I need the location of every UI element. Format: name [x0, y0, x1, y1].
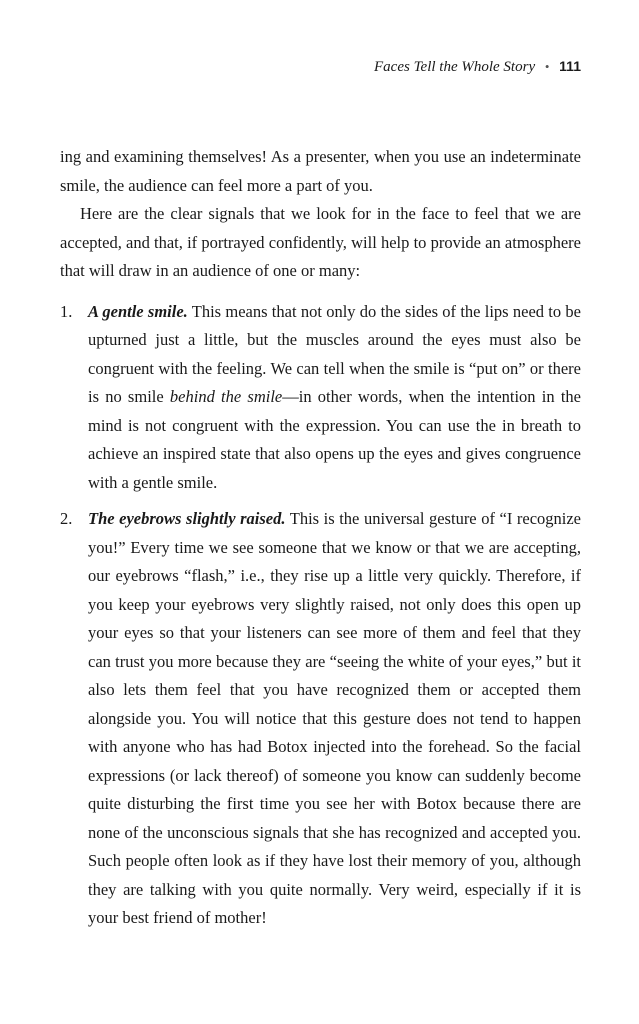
running-head-bullet: •	[544, 59, 550, 74]
running-head-title: Faces Tell the Whole Story	[374, 59, 536, 75]
list-item-number: 1.	[60, 301, 73, 321]
paragraph-continuation: ing and examining themselves! As a presenter, when you use an indeterminate smile, the audience can feel more a part of you.	[60, 147, 581, 195]
list-item-text: This is the universal gesture of “I recognize you!” Every time we see someone that we know or that we are accepting, our eyebrows “flash,” i.e., they rise up a little very quickly. Therefore, if you keep your eyebrows very slightly raised, not only does this open up your eyes so that your listeners can see more of them and feel that they can trust you more because they are “seeing the white of your eyes,” but it also lets them feel that you have recognized them or accepted them alongside you. You will notice that this gesture does not tend to happen with anyone who has had Botox injected into the forehead. So the facial expressions (or lack thereof) of someone you know can suddenly become quite disturbing the first time you see her with Botox because there are none of the unconscious signals that she has recognized and accepted you. Such people often look as if they have lost their memory of you, although they are talking with you quite normally. Very weird, especially if it is your best friend of mother!	[88, 509, 582, 927]
signals-list	[60, 298, 581, 933]
list-item-text: —in other words, when the intention in the mind is not congruent with the expression. You can use the in breath to achieve an inspired state that also opens up the eyes and gives congruence with a gentle smile.	[88, 387, 581, 492]
list-item-lead-in: A gentle smile.	[88, 301, 188, 321]
running-head	[374, 56, 581, 77]
list-item-emphasis: behind the smile	[169, 387, 283, 406]
list-item-number: 2.	[60, 509, 73, 528]
paragraph-intro: Here are the clear signals that we look for in the face to feel that we are accepted, and that, if portrayed confidently, will help to provide an atmosphere that will draw in an audience of one or many:	[60, 204, 581, 280]
list-item-lead-in: The eyebrows slightly raised.	[88, 509, 286, 528]
list-item-text: This means that not only do the sides of the lips need to be upturned just a little, but the muscles around the eyes must also be congruent with the feeling. We can tell when the smile is “put on” or there is no smile	[88, 301, 581, 406]
page-number: 111	[559, 58, 581, 74]
list-item	[60, 505, 581, 933]
list-item	[60, 298, 581, 498]
body-text	[60, 143, 581, 941]
